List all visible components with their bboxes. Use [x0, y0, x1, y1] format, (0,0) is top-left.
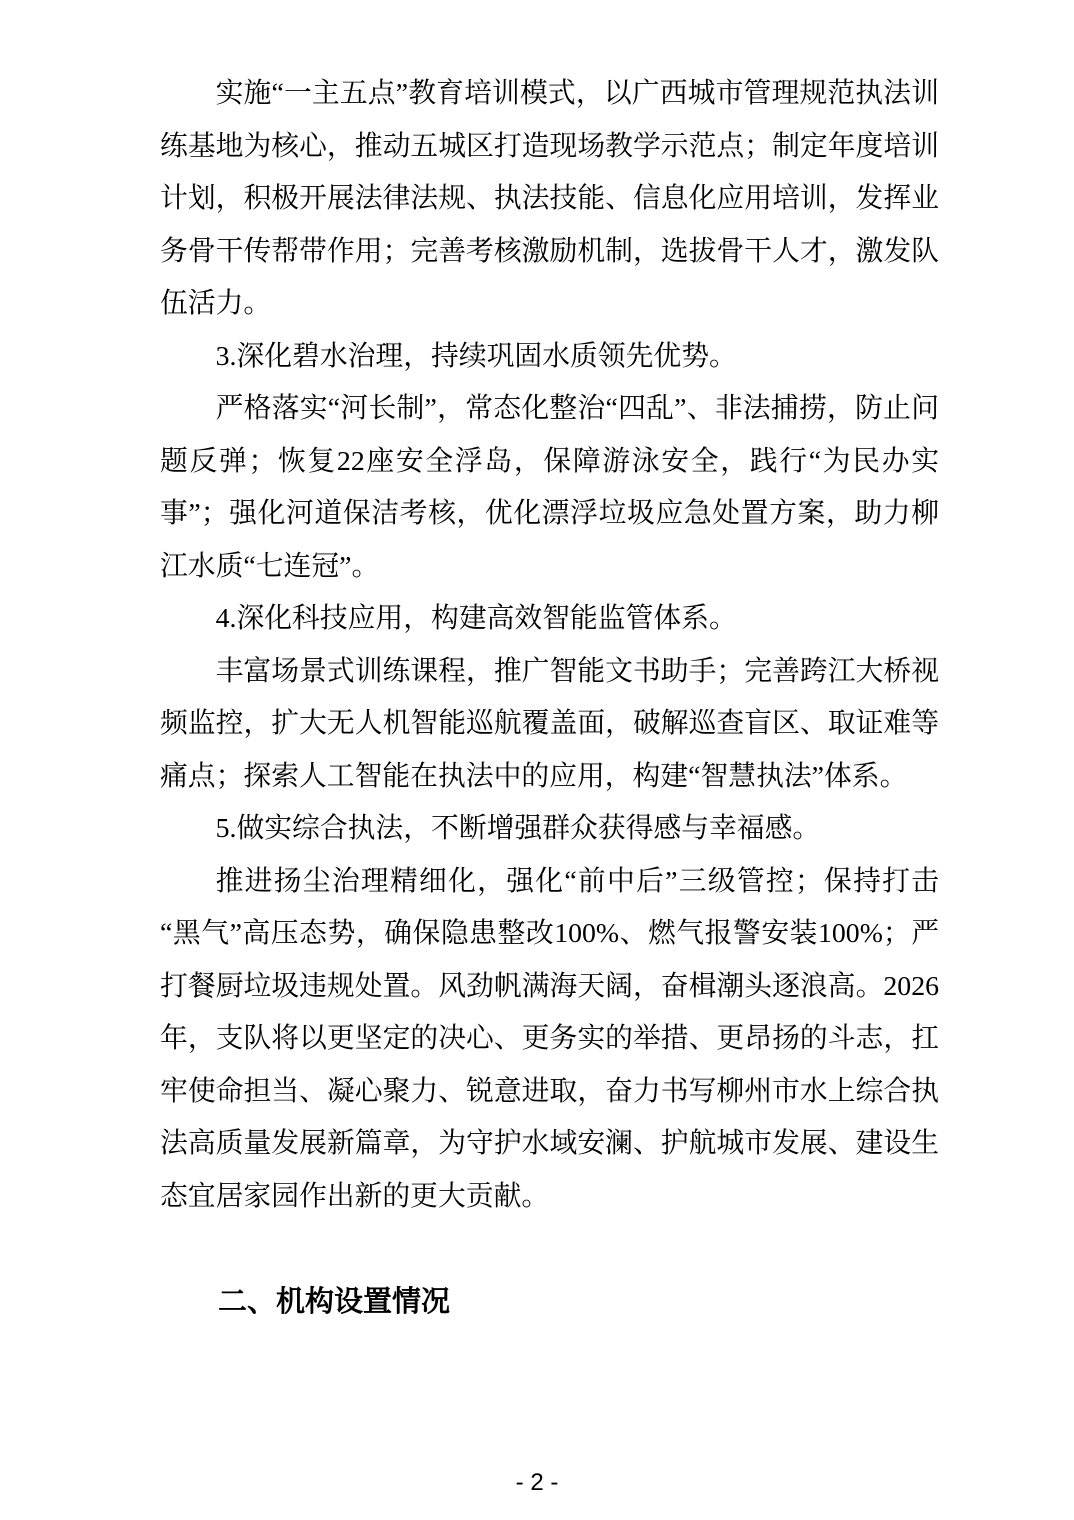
page-number: - 2 -: [515, 1469, 559, 1496]
body-paragraph: 4.深化科技应用，构建高效智能监管体系。: [215, 603, 737, 634]
section-heading: 二、机构设置情况: [218, 1285, 451, 1318]
body-paragraph: 严格落实“河长制”，常态化整治“四乱”、非法捕捞，防止问题反弹；恢复22座安全浮岛，保障游泳安全，践行“为民办实事”；强化河道保洁考核，优化漂浮垃圾应急处置方案，助力柳江水质“七连冠”。: [160, 393, 939, 582]
body-paragraph: 丰富场景式训练课程，推广智能文书助手；完善跨江大桥视频监控，扩大无人机智能巡航覆盖面，破解巡查盲区、取证难等痛点；探索人工智能在执法中的应用，构建“智慧执法”体系。: [160, 655, 939, 792]
body-paragraph: 3.深化碧水治理，持续巩固水质领先优势。: [215, 340, 737, 372]
body-paragraph: 实施“一主五点”教育培训模式，以广西城市管理规范执法训练基地为核心，推动五城区打造现场教学示范点；制定年度培训计划，积极开展法律法规、执法技能、信息化应用培训，发挥业务骨干传帮带作用；完善考核激励机制，选拔骨干人才，激发队伍活力。: [160, 78, 939, 319]
body-paragraph: 5.做实综合执法，不断增强群众获得感与幸福感。: [215, 813, 821, 844]
document-body: [160, 68, 939, 1328]
body-paragraph: 推进扬尘治理精细化，强化“前中后”三级管控；保持打击“黑气”高压态势，确保隐患整改100%、燃气报警安装100%；严打餐厨垃圾违规处置。风劲帆满海天阔，奋楫潮头逐浪高。2026年，支队将以更坚定的决心、更务实的举措、更昂扬的斗志，扛牢使命担当、凝心聚力、锐意进取，奋力书写柳州市水上综合执法高质量发展新篇章，为守护水域安澜、护航城市发展、建设生态宜居家园作出新的更大贡献。: [160, 865, 939, 1212]
